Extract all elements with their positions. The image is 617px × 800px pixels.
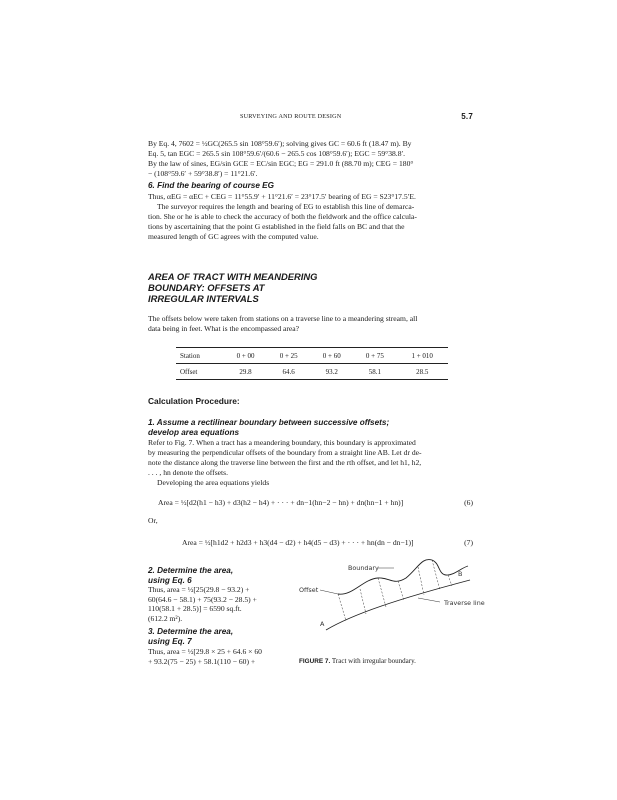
point-a-label: A (320, 620, 325, 628)
figure-caption-text: Tract with irregular boundary. (331, 657, 416, 665)
running-header (148, 113, 473, 125)
text-line: − (108°59.6′ + 59°38.8′) = 11°21.6′. (148, 169, 258, 179)
text-line: + 93.2(75 − 25) + 58.1(110 − 60) + (148, 656, 256, 666)
heading-line: develop area equations (148, 428, 240, 437)
table-row (176, 364, 448, 380)
step-1-heading (148, 418, 389, 438)
offset-cell: 93.2 (310, 364, 353, 380)
intro-paragraph (148, 139, 473, 179)
text-line: Eq. 5, tan EGC = 265.5 sin 108°59.6′/(60.6 − 265.5 cos 108°59.6′); EGC = 59°38.8′. (148, 149, 406, 159)
section-title (148, 271, 408, 304)
text-line: tions by ascertaining that the point G established in the field falls on BC and that the (148, 222, 405, 232)
section-title-line: AREA OF TRACT WITH MEANDERING (148, 271, 318, 282)
equation-body: Area = ½[d2(h1 − h3) + d3(h2 − h4) + · · · + dn−1(hn−2 − hn) + dn(hn−1 + hn)] (158, 498, 404, 507)
offset-label: Offset (299, 586, 319, 594)
text-line: Thus, area = ½[29.8 × 25 + 64.6 × 60 (148, 647, 262, 656)
text-line: tion. She or he is able to check the accuracy of both the fieldwork and the office calcula- (148, 212, 417, 222)
text-line: Refer to Fig. 7. When a tract has a meandering boundary, this boundary is approximated (148, 438, 416, 447)
traverse-leader (418, 598, 440, 602)
heading-line: 3. Determine the area, (148, 627, 234, 636)
figure-caption (299, 657, 416, 665)
or-text (148, 516, 473, 526)
text-line: (612.2 m²). (148, 614, 183, 624)
offset-cell: 28.5 (396, 364, 448, 380)
heading-line: using Eq. 6 (148, 576, 192, 585)
offset-line (418, 567, 424, 595)
text-line: data being in feet. What is the encompassed area? (148, 324, 300, 334)
text-line: The offsets below were taken from stations on a traverse line to a meandering stream, all (148, 314, 418, 323)
equation-number: (7) (464, 538, 473, 547)
heading-line: 1. Assume a rectilinear boundary between successive offsets; (148, 418, 390, 427)
heading-line: 2. Determine the area, (148, 566, 234, 575)
boundary-label: Boundary (348, 564, 379, 572)
step-3-paragraph (148, 647, 290, 666)
text-line: by measuring the perpendicular offsets of the boundary from a straight line AB. Let dr de- (148, 448, 422, 458)
step-6-paragraph (148, 192, 473, 242)
figure-7-diagram (298, 554, 485, 644)
running-title: SURVEYING AND ROUTE DESIGN (240, 113, 342, 120)
equation-body: Area = ½[h1d2 + h2d3 + h3(d4 − d2) + h4(d5 − d3) + · · · + hn(dn − dn−1)] (182, 538, 414, 547)
step-1-paragraph (148, 438, 473, 488)
offset-line (378, 578, 386, 607)
figure-caption-label: FIGURE 7. (299, 658, 331, 665)
station-cell: 0 + 75 (353, 348, 396, 364)
station-cell: 1 + 010 (396, 348, 448, 364)
offset-line (448, 575, 452, 586)
text-line: By the law of sines, EG/sin GCE = EC/sin EGC; EG = 291.0 ft (88.70 m); CEG = 180° (148, 159, 414, 169)
text-line: Thus, area = ½[25(29.8 − 93.2) + (148, 585, 250, 594)
offset-line (432, 560, 440, 590)
station-cell: 0 + 25 (267, 348, 310, 364)
offset-cell: 58.1 (353, 364, 396, 380)
offset-line (360, 589, 366, 614)
equation-number: (6) (464, 498, 473, 507)
equation-7 (148, 538, 473, 550)
table-row (176, 348, 448, 364)
station-cell: 0 + 60 (310, 348, 353, 364)
equation-6 (148, 498, 473, 510)
text-line: 60(64.6 − 58.1) + 75(93.2 − 28.5) + (148, 594, 257, 604)
offset-cell: 64.6 (267, 364, 310, 380)
row-label: Offset (176, 364, 224, 380)
point-b-label: B (458, 570, 463, 578)
text-line: Thus, αEG = αEC + CEG = 11°55.9′ + 11°21.6′ = 23°17.5′ bearing of EG = S23°17.5′E. (148, 192, 416, 201)
text-line: Developing the area equations yields (157, 478, 270, 488)
calculation-heading: Calculation Procedure: (148, 396, 240, 406)
text-line: 110(58.1 + 28.5)] = 6590 sq.ft. (148, 604, 242, 614)
section-title-line: IRREGULAR INTERVALS (148, 293, 259, 304)
step-6-heading: 6. Find the bearing of course EG (148, 181, 275, 190)
text-line: The surveyor requires the length and bearing of EG to establish this line of demarca- (157, 202, 415, 212)
traverse-line-label: Traverse line (444, 599, 485, 607)
step-3-heading (148, 627, 233, 647)
heading-line: using Eq. 7 (148, 637, 192, 646)
problem-statement (148, 314, 473, 334)
row-label: Station (176, 348, 224, 364)
offset-line (338, 594, 346, 621)
offset-cell: 29.8 (224, 364, 267, 380)
text-line: note the distance along the traverse line between the first and the rth offset, and let h1, h2, (148, 458, 422, 468)
text-line: Or, (148, 516, 158, 525)
offset-line (398, 581, 404, 601)
step-2-heading (148, 566, 233, 586)
step-2-paragraph (148, 585, 290, 624)
page-number: 5.7 (461, 112, 473, 121)
section-title-line: BOUNDARY: OFFSETS AT (148, 282, 265, 293)
offset-leader (320, 590, 338, 594)
station-cell: 0 + 00 (224, 348, 267, 364)
text-line: . . . , hn denote the offsets. (148, 468, 229, 478)
text-line: measured length of GC agrees with the computed value. (148, 232, 319, 242)
offsets-table (176, 347, 448, 380)
text-line: By Eq. 4, 7602 = ½GC(265.5 sin 108°59.6′); solving gives GC = 60.6 ft (18.47 m). By (148, 139, 412, 148)
